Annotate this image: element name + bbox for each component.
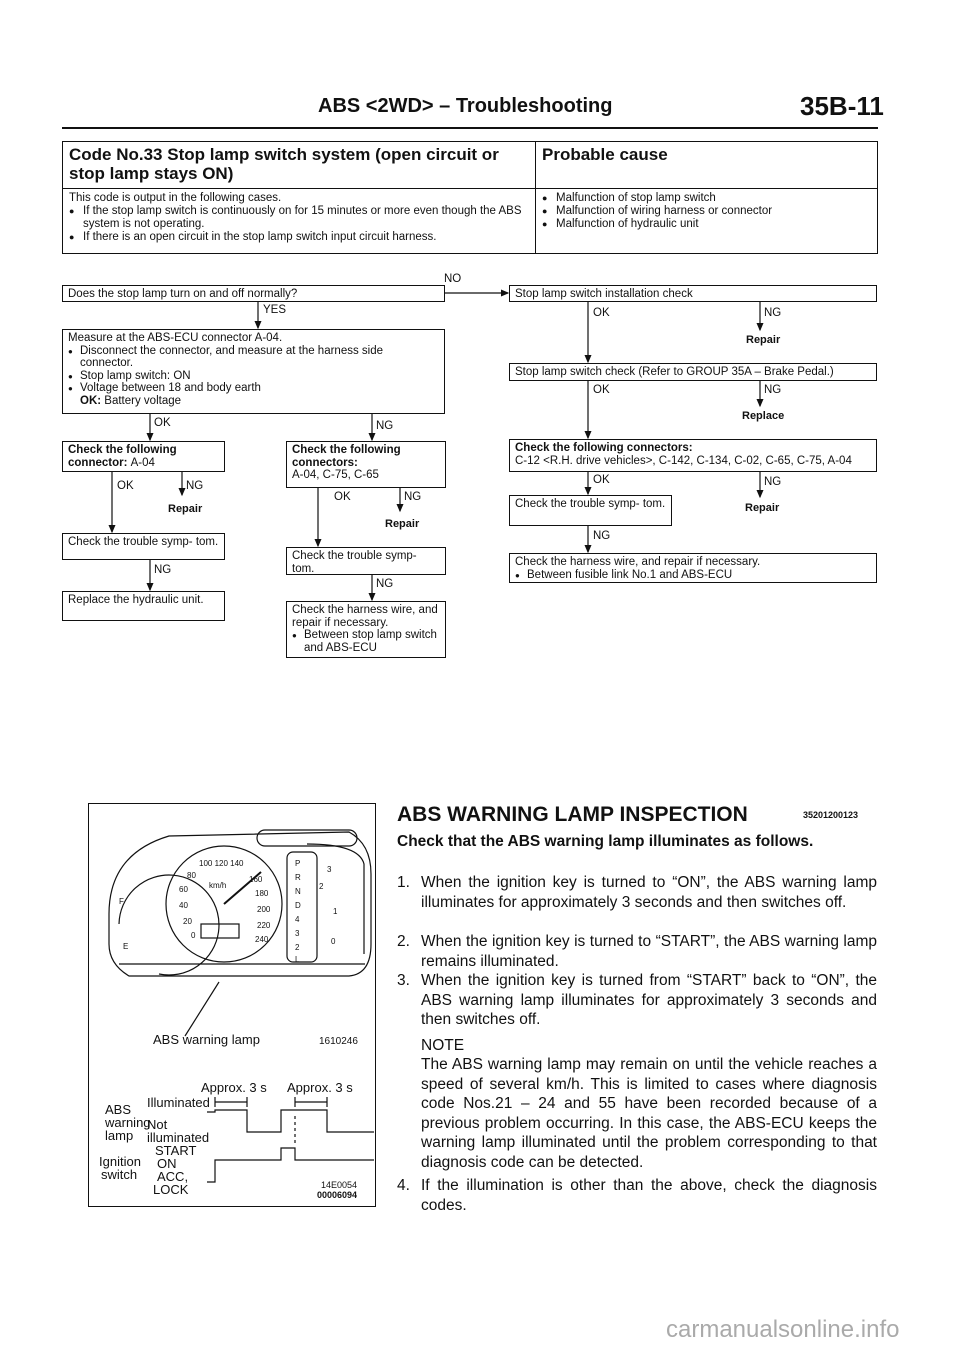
svg-text:km/h: km/h <box>209 881 227 890</box>
check-a04-line-1: Check the following <box>68 444 177 456</box>
abs-label-3: lamp <box>105 1128 134 1143</box>
harness-left-text: Check the harness wire, and repair if necessary. <box>292 604 438 629</box>
cause-item: ● Malfunction of wiring harness or connector <box>542 205 871 218</box>
ok-label: OK <box>593 474 610 486</box>
ignition-label-1: Ignition <box>99 1154 141 1169</box>
repair-label: Repair <box>746 334 781 346</box>
check-trouble-symptom-mid: Check the trouble symp- tom. <box>286 547 446 575</box>
yes-label: YES <box>263 304 287 316</box>
svg-text:F: F <box>119 897 124 906</box>
start-label: START <box>155 1143 197 1158</box>
harness-left-item: ● Between stop lamp switch and ABS-ECU <box>292 629 440 654</box>
repair-label: Repair <box>168 503 203 515</box>
check-connectors-right <box>509 439 877 472</box>
section-code: 35201200123 <box>803 810 859 820</box>
approx-label-1: Approx. 3 s <box>201 1080 267 1095</box>
repair-label: Repair <box>745 502 780 514</box>
ng-label: NG <box>764 307 782 319</box>
figure-code-1: 14E0054 <box>321 1180 358 1190</box>
measure-step: ● Disconnect the connector, and measure at the harness side connector. <box>68 345 439 370</box>
note-text: The ABS warning lamp may remain on until the vehicle reaches a speed of several km/h. This is limited to cases where diagnosis code Nos.21 – 24 and 55 have been recorded because of a previous problem occurring. In this case, the ABS-ECU keeps the warning lamp illuminated until the problem corresponding to that diagnosis code can be detected. <box>421 1056 877 1171</box>
step-4 <box>397 1176 879 1216</box>
conditions-intro: This code is output in the following cases. <box>69 192 282 204</box>
repair-label: Repair <box>385 518 420 530</box>
cause-item: ● Malfunction of hydraulic unit <box>542 218 871 231</box>
check-a04-line-2: connector: <box>68 456 128 469</box>
code-heading: Code No.33 Stop lamp switch system (open circuit or stop lamp stays ON) <box>63 142 536 189</box>
connectors-right-title: Check the following connectors: <box>515 442 693 454</box>
check-connector-a04 <box>62 441 225 472</box>
step-2 <box>397 932 879 972</box>
ng-label: NG <box>764 476 782 488</box>
section-lead: Check that the ABS warning lamp illuminates as follows. <box>397 833 814 850</box>
ok-label: OK <box>154 417 171 429</box>
cause-item: ● Malfunction of stop lamp switch <box>542 192 871 205</box>
measure-step: ● Voltage between 18 and body earth <box>68 382 439 395</box>
harness-right-text: Check the harness wire, and repair if necessary. <box>515 556 761 568</box>
no-label: NO <box>444 273 462 285</box>
page-header-title: ABS <2WD> – Troubleshooting <box>318 95 613 117</box>
replace-label: Replace <box>742 410 785 422</box>
ng-label: NG <box>186 480 204 492</box>
not-label: Not <box>147 1117 168 1132</box>
ok-criteria-label: OK: <box>80 394 102 407</box>
svg-text:2: 2 <box>319 882 324 891</box>
ignition-label-2: switch <box>101 1167 138 1182</box>
check-harness-right <box>509 553 877 583</box>
on-label: ON <box>157 1156 177 1171</box>
svg-text:E: E <box>123 942 129 951</box>
check-connectors-multi <box>286 441 446 488</box>
check-multi-connectors: A-04, C-75, C-65 <box>292 469 379 481</box>
connectors-right-list: C-12 <R.H. drive vehicles>, C-142, C-134, C-02, C-65, C-75, A-04 <box>515 454 852 467</box>
step-number: 1. <box>397 874 410 891</box>
svg-text:0: 0 <box>191 931 196 940</box>
stop-lamp-switch-check: Stop lamp switch check (Refer to GROUP 35A – Brake Pedal.) <box>509 363 877 381</box>
ng-label: NG <box>376 578 394 590</box>
step-number: 3. <box>397 972 410 989</box>
ng-label: NG <box>404 491 422 503</box>
q-stop-lamp-normal: Does the stop lamp turn on and off normally? <box>62 285 445 302</box>
ng-label: NG <box>154 564 172 576</box>
check-multi-line-2: connectors: <box>292 456 358 469</box>
svg-text:N: N <box>295 887 301 896</box>
section-title: ABS WARNING LAMP INSPECTION <box>397 803 748 826</box>
check-a04-connector: A-04 <box>130 456 155 469</box>
lamp-caption: ABS warning lamp <box>153 1032 260 1047</box>
check-trouble-symptom-right: Check the trouble symp- tom. <box>509 495 672 526</box>
ok-label: OK <box>117 480 134 492</box>
approx-label-2: Approx. 3 s <box>287 1080 353 1095</box>
svg-text:40: 40 <box>179 901 188 910</box>
lock-label: LOCK <box>153 1182 189 1197</box>
svg-text:4: 4 <box>295 915 300 924</box>
timing-diagram <box>89 804 375 1206</box>
svg-text:180: 180 <box>255 889 269 898</box>
note-label: NOTE <box>421 1037 465 1054</box>
acc-label: ACC, <box>157 1169 189 1184</box>
svg-text:100 120 140: 100 120 140 <box>199 859 244 868</box>
svg-text:240: 240 <box>255 935 269 944</box>
step-number: 4. <box>397 1177 410 1194</box>
ng-label: NG <box>376 420 394 432</box>
stop-lamp-installation-check: Stop lamp switch installation check <box>509 285 877 302</box>
warning-lamp-figure <box>88 803 376 1207</box>
ng-label: NG <box>764 384 782 396</box>
svg-text:80: 80 <box>187 871 196 880</box>
svg-text:3: 3 <box>295 929 300 938</box>
ok-label: OK <box>334 491 351 503</box>
svg-text:200: 200 <box>257 905 271 914</box>
step-number: 2. <box>397 933 410 950</box>
ok-criteria-value: Battery voltage <box>104 394 182 407</box>
check-harness-left <box>286 601 446 658</box>
page-number: 35B-11 <box>800 91 884 121</box>
step-1 <box>397 873 879 933</box>
illuminated-label: Illuminated <box>147 1095 210 1110</box>
svg-text:R: R <box>295 873 301 882</box>
measure-title: Measure at the ABS-ECU connector A-04. <box>68 332 283 344</box>
ok-label: OK <box>593 384 610 396</box>
svg-text:3: 3 <box>327 865 332 874</box>
check-multi-line-1: Check the following <box>292 444 401 456</box>
figure-code-2: 00006094 <box>317 1190 358 1200</box>
step-text: When the ignition key is turned to “ON”, the ABS warning lamp illuminates for approximately 3 seconds and then switches off. <box>421 874 877 911</box>
lamp-figure-code: 1610246 <box>319 1036 358 1047</box>
measure-step: ● Stop lamp switch: ON <box>68 370 439 383</box>
measure-ecu-connector <box>62 329 445 414</box>
ok-label: OK <box>593 307 610 319</box>
check-trouble-symptom-left: Check the trouble symp- tom. <box>62 533 225 560</box>
svg-text:L: L <box>295 955 300 964</box>
step-text: If the illumination is other than the above, check the diagnosis codes. <box>421 1177 877 1214</box>
step-text: When the ignition key is turned to “START”, the ABS warning lamp remains illuminated. <box>421 933 877 970</box>
watermark: carmanualsonline.info <box>666 1316 900 1343</box>
condition-item: ● If there is an open circuit in the stop lamp switch input circuit harness. <box>69 231 529 244</box>
probable-cause-heading: Probable cause <box>536 142 878 189</box>
svg-text:2: 2 <box>295 943 300 952</box>
abs-label-2: warning <box>105 1115 151 1130</box>
svg-text:P: P <box>295 859 301 868</box>
svg-text:0: 0 <box>331 937 336 946</box>
abs-label-1: ABS <box>105 1102 132 1117</box>
step-3 <box>397 971 879 1031</box>
step-text: When the ignition key is turned from “START” back to “ON”, the ABS warning lamp illuminates for approximately 3 seconds and then switches off. <box>421 972 877 1028</box>
svg-text:220: 220 <box>257 921 271 930</box>
svg-text:60: 60 <box>179 885 188 894</box>
condition-item: ● If the stop lamp switch is continuously on for 15 minutes or more even though the ABS system is not operating. <box>69 205 529 231</box>
harness-right-item: ● Between fusible link No.1 and ABS-ECU <box>515 569 871 582</box>
ng-label: NG <box>593 530 611 542</box>
svg-text:20: 20 <box>183 917 192 926</box>
svg-text:160: 160 <box>249 875 263 884</box>
replace-hydraulic-unit: Replace the hydraulic unit. <box>62 591 225 621</box>
not-illuminated-label: illuminated <box>147 1130 210 1145</box>
svg-text:D: D <box>295 901 301 910</box>
svg-text:1: 1 <box>333 907 338 916</box>
